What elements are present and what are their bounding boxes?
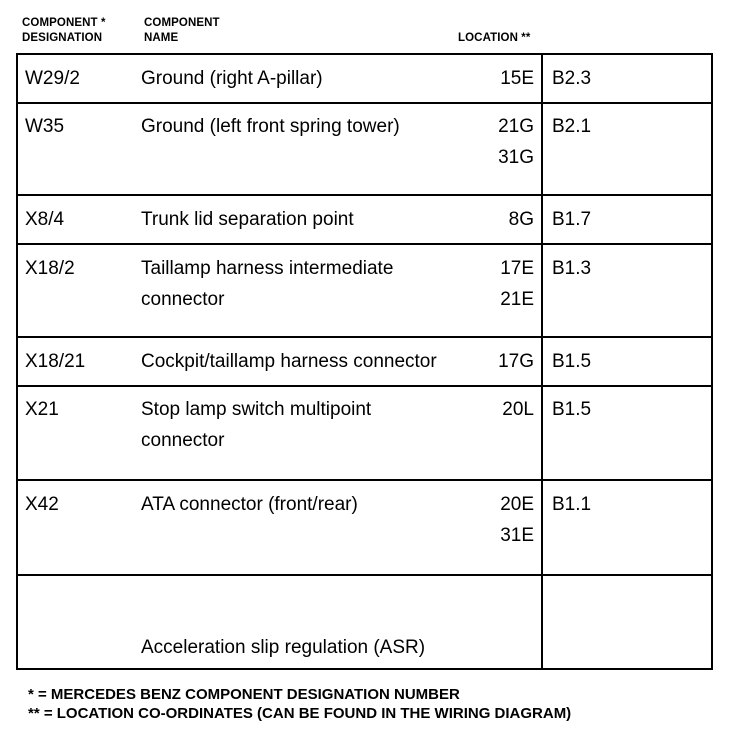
- component-name: [141, 204, 354, 235]
- component-code: X21: [25, 399, 59, 420]
- header-name: [144, 16, 220, 46]
- component-name: [141, 346, 437, 377]
- component-code: X8/4: [25, 209, 65, 230]
- component-name-line: ATA connector (front/rear): [141, 494, 358, 515]
- footnote-location: ** = LOCATION CO-ORDINATES (CAN BE FOUND IN THE WIRING DIAGRAM): [28, 705, 572, 722]
- component-name-line: Ground (left front spring tower): [141, 116, 400, 137]
- diagram-coordinate: B1.7: [552, 209, 592, 230]
- location-value: 20L: [502, 399, 534, 420]
- component-name-line: Trunk lid separation point: [141, 209, 354, 230]
- component-location: [500, 253, 534, 315]
- header-location-label: LOCATION **: [458, 32, 531, 44]
- location-value: 17E: [500, 258, 534, 279]
- header-designation: [22, 16, 106, 46]
- component-name: [141, 63, 323, 94]
- component-location: [502, 394, 534, 425]
- component-code: W35: [25, 116, 65, 137]
- component-name-line: Cockpit/taillamp harness connector: [141, 351, 437, 372]
- component-name-line: Stop lamp switch multipoint: [141, 399, 372, 420]
- component-name-line: connector: [141, 289, 225, 310]
- component-code: W29/2: [25, 68, 80, 89]
- row-divider: [16, 194, 713, 196]
- component-name-line: Ground (right A-pillar): [141, 68, 323, 89]
- row-divider: [16, 336, 713, 338]
- header-designation-line1: COMPONENT *: [22, 17, 106, 29]
- row-divider: [16, 243, 713, 245]
- component-name: [141, 253, 393, 315]
- diagram-coordinate: B2.1: [552, 116, 592, 137]
- location-value: 17G: [498, 351, 534, 372]
- diagram-coordinate: B1.3: [552, 258, 592, 279]
- header-name-line2: NAME: [144, 32, 179, 44]
- row-divider: [16, 479, 713, 481]
- location-value: 20E: [500, 494, 534, 515]
- header-name-line1: COMPONENT: [144, 17, 220, 29]
- component-name-line: Taillamp harness intermediate: [141, 258, 394, 279]
- component-name: [141, 111, 400, 142]
- header-location: [458, 31, 530, 46]
- diagram-coordinate: B2.3: [552, 68, 592, 89]
- diagram-coordinate: B1.5: [552, 399, 592, 420]
- location-value: 31E: [500, 525, 534, 546]
- component-location: [498, 111, 534, 173]
- component-code: X42: [25, 494, 59, 515]
- component-code: X18/21: [25, 351, 86, 372]
- footnote-designation: * = MERCEDES BENZ COMPONENT DESIGNATION NUMBER: [28, 686, 460, 703]
- component-location: [500, 489, 534, 551]
- location-value: 8G: [508, 209, 534, 230]
- diagram-coordinate: B1.1: [552, 494, 592, 515]
- row-divider: [16, 102, 713, 104]
- component-location: [509, 204, 534, 235]
- component-name-line: connector: [141, 430, 225, 451]
- location-value: 21G: [498, 116, 534, 137]
- component-code: X18/2: [25, 258, 75, 279]
- column-divider: [541, 53, 543, 670]
- component-location: [500, 63, 534, 94]
- location-value: 31G: [498, 147, 534, 168]
- diagram-coordinate: B1.5: [552, 351, 592, 372]
- location-value: 15E: [500, 68, 534, 89]
- section-title: Acceleration slip regulation (ASR): [141, 637, 426, 658]
- row-divider: [16, 574, 713, 576]
- component-name: [141, 394, 371, 456]
- component-location: [498, 346, 534, 377]
- header-designation-line2: DESIGNATION: [22, 32, 103, 44]
- location-value: 21E: [500, 289, 534, 310]
- row-divider: [16, 385, 713, 387]
- component-name: [141, 489, 358, 520]
